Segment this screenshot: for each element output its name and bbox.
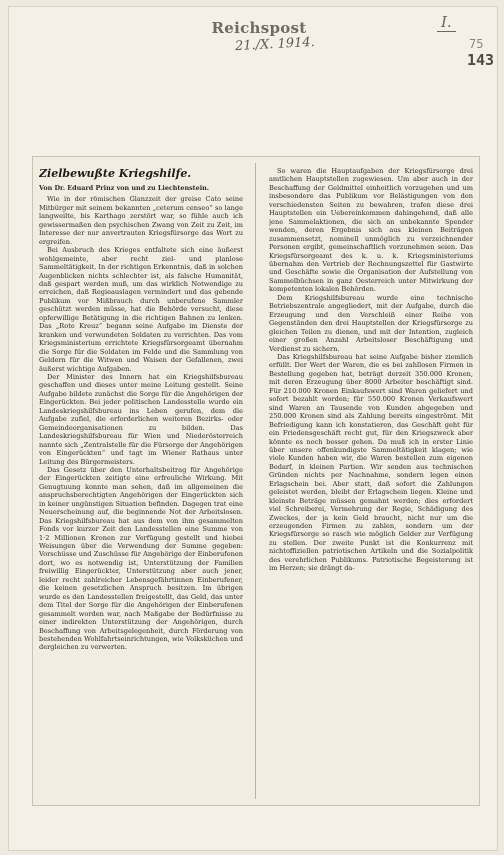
article-headline: Zielbewußte Kriegshilfe. — [39, 167, 192, 180]
article-paragraph: Dem Kriegshilfsbureau wurde eine technische Betriebszentrale angegliedert, mit der Aufgabe, durch die Erzeugung und den Verschleiß einer Reihe von Gegenständen den drei Hauptstellen der Kriegsfürsorge zu gleichen Teilen zu dienen, und mit der Intention, zugleich einer großen Anzahl Arbeitsloser Beschäftigung und Verdienst zu sichern. — [269, 293, 473, 353]
column-divider — [255, 163, 256, 799]
article-paragraph: Das Gesetz über den Unterhaltsbeitrag für Angehörige der Eingerückten zeitigte eine erfreuliche Wirkung. Mit Genugtuung konnte man sehen, daß im allgemeinen die anspruchsberechtigten Angehörigen der Eingerückten sich in keiner ungünstigen Situation befinden. Dagegen trat eine Neuerscheinung auf, die beginnende Not der Arbeitslosen. Das Kriegshilfsbureau hat aus dem von ihm gesammelten Fonds vor kurzer Zeit den Landesstellen eine Summe von 1·2 Millionen Kronen zur Verfügung gestellt und hiebei Weisungen über die Verwendung der Summe gegeben: Vorschüsse und Zuschüsse für Angehörige der Einberufenen dort, wo es notwendig ist, Unterstützung der Familien freiwillig Eingerückter, Unterstützung aber auch jener, leider recht zahlreicher Lebensgefährtinnen Einberufener, die keinen gesetzlichen Anspruch besitzen. Im übrigen wurde es den Landesstellen freigestellt, das Geld, das unter dem Titel der Sorge für die Angehörigen der Einberufenen gesammelt worden war, nach Maßgabe der Bedürfnisse zu einer indirekten Unterstützung der Angehörigen, durch Beschaffung von Arbeitsgelegenheit, durch Förderung von bestehenden Wohlfahrtseinrichtungen, wie Volksküchen und dergleichen zu verwerten. — [39, 465, 243, 652]
article-paragraph: Bei Ausbruch des Krieges entfaltete sich eine äußerst wohlgemeinte, aber recht ziel- und planlose Sammeltätigkeit. In der richtigen Erkenntnis, daß in solchen Augenblicken nichts schlechter ist, als falsche Humanität, daß gespart werden muß, um das wirklich Notwendige zu erreichen, daß Regieauslagen vermindert und das gebende Publikum vor Mißbrauch durch unberufene Sammler geschützt werden müsse, hat die Behörde versucht, diese opferwillige Betätigung in die richtigen Bahnen zu lenken. Das „Rote Kreuz“ begann seine Aufgabe im Dienste der kranken und verwundeten Soldaten zu verrichten. Das vom Kriegsministerium errichtete Kriegsfürsorgeamt übernahm die Sorge für die Soldaten im Felde und die Sammlung von Geldern für die Witwen und Waisen der Gefallenen, zwei äußerst wichtige Aufgaben. — [39, 246, 243, 373]
article-column-left — [39, 167, 243, 652]
handwritten-date: 21./X. 1914. — [234, 34, 316, 55]
article-paragraph: So waren die Hauptaufgaben der Kriegsfürsorge drei amtlichen Hauptstellen zugewiesen. Um aber auch in der Beschaffung der Geldmittel einheitlich vorzugehen und um insbesondere das Publikum vor Belästigungen von den verschiedensten Seiten zu bewahren, trafen diese drei Hauptstellen ein Uebereinkommen dahingehend, daß alle jene Sammelaktionen, die sich an unbekannte Spender wenden, deren Ergebnis sich aus kleinen Beiträgen zusammensetzt, nominell unmöglich zu verzeichnender Personen ergibt, gemeinschaftlich vorzunehmen seien. Das Kriegsfürsorgeamt des k. u. k. Kriegsministeriums übernahm den Vertrieb der Rechnungszettel für Gastwirte und Geschäfte sowie die Organisation der Aufstellung von Sammelbüchsen in ganz Oesterreich unter Mitwirkung der kompetenten lokalen Behörden. — [269, 167, 473, 294]
newspaper-clipping — [33, 157, 479, 805]
article-paragraph: Wie in der römischen Glanzzeit der greise Cato seine Mitbürger mit seinem bekannten „ceterum censeo“ so lange langweilte, bis Karthago zerstört war, so fühle auch ich gewissermaßen den psychischen Zwang von Zeit zu Zeit, im Interesse der nur anvertrauten Kriegsfürsorge das Wort zu ergreifen. — [39, 195, 243, 246]
article-paragraph: Das Kriegshilfsbureau hat seine Aufgabe bisher ziemlich erfüllt. Der Wert der Waren, die es bei zahllosen Firmen in Bestellung gegeben hat, beträgt derzeit 350.000 Kronen, mit deren Erzeugung über 8000 Arbeiter beschäftigt sind. Für 210.000 Kronen Einkaufswert sind Waren geliefert und sofort bezahlt worden; für 550.000 Kronen Verkaufswert sind Waren an Tausende von Kunden abgegeben und 250.000 Kronen sind als Zahlung bereits eingeströmt. Mit Befriedigung kann ich konstatieren, das Geschäft geht für ein Friedensgeschäft recht gut, für den Kriegszweck aber könnte es noch besser gehen. Da muß ich in erster Linie über unsere offenkundigste Sammeltätigkeit klagen; wie viele Kunden haben wir, die Waren bestellen zum eigenen Bedarf, in kleinen Partien. Wir senden aus technischen Gründen nichts per Nachnahme, sondern legen einen Erlagschein bei. Aber statt, daß sofort die Zahlungen geleistet werden, bleibt der Erlagschein liegen. Kleine und kleinste Beträge müssen gemahnt werden; dies erfordert viel Schreiberei, Vermehrung der Regie, Schädigung des Zweckes, der ja kein Geld braucht, nicht nur um die erzeugenden Firmen zu zahlen, sondern um der Kriegsfürsorge so rasch wie möglich Gelder zur Verfügung zu stellen. Der zweite Punkt ist die Konkurrenz mit nichtoffiziellen patriotischen Artikeln und die Sozialpolitik des verehrlichen Publikums. Patriotische Begeisterung ist im Herzen; sie drängt da- — [269, 352, 473, 573]
archive-sheet — [8, 6, 498, 851]
newspaper-masthead: Reichspost — [211, 19, 307, 37]
archive-number-old: 75 — [469, 37, 484, 51]
sheet-marker: I. — [437, 13, 456, 32]
archive-number: 143 — [467, 51, 495, 69]
article-byline: Von Dr. Eduard Prinz von und zu Liechtenstein. — [39, 184, 209, 192]
article-column-right — [269, 167, 473, 573]
article-paragraph: Der Minister des Innern hat ein Kriegshilfsbureau geschaffen und dieses unter meine Leitung gestellt. Seine Aufgabe bildete zunächst die Sorge für die Angehörigen der Eingerückten. Bei jeder politischen Landesstelle wurde ein Landeskriegshilfsbureau ins Leben gerufen, dem die Aufgabe zufiel, die erforderlichen weiteren Bezirks- oder Gemeindeorganisationen zu bilden. Das Landeskriegshilfsbureau für Wien und Niederösterreich nannte sich „Zentralstelle für die Fürsorge der Angehörigen von Eingerückten“ und tagt im Wiener Rathaus unter Leitung des Bürgermeisters. — [39, 372, 243, 466]
